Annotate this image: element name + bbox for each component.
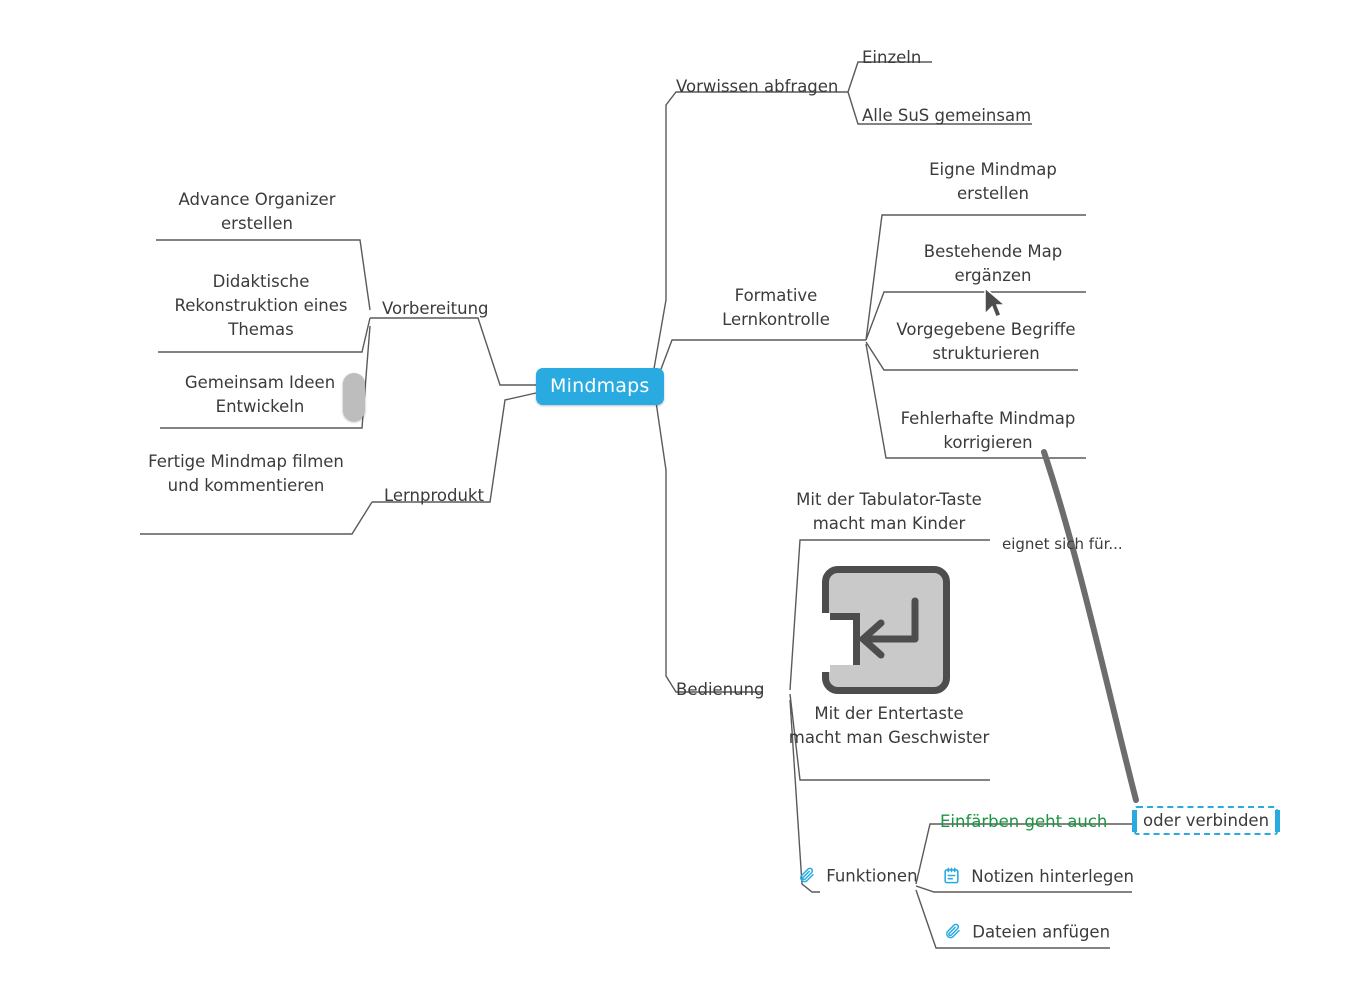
- node-dateien-label: Dateien anfügen: [972, 922, 1111, 942]
- node-oder-verbinden[interactable]: [1134, 806, 1278, 835]
- node-entertaste[interactable]: Mit der Entertaste macht man Geschwister: [788, 704, 990, 747]
- scroll-handle[interactable]: [343, 373, 365, 421]
- node-eigne-mindmap-erstellen[interactable]: Eigne Mindmap erstellen: [929, 160, 1057, 203]
- note-icon: [942, 866, 961, 889]
- node-fehlerhafte-mindmap[interactable]: Fehlerhafte Mindmap korrigieren: [900, 409, 1076, 452]
- node-gemeinsam-ideen[interactable]: Gemeinsam Ideen Entwickeln: [184, 373, 336, 416]
- node-notizen-hinterlegen[interactable]: [942, 866, 1134, 889]
- node-funktionen[interactable]: [798, 866, 918, 888]
- node-bedienung[interactable]: Bedienung: [676, 680, 765, 699]
- node-funktionen-label: Funktionen: [826, 866, 918, 886]
- resize-handle-right[interactable]: [1275, 810, 1280, 832]
- node-einzeln[interactable]: Einzeln: [862, 48, 922, 67]
- node-formative-lernkontrolle[interactable]: Formative Lernkontrolle: [722, 286, 830, 329]
- node-didaktische-rekonstruktion[interactable]: Didaktische Rekonstruktion eines Themas: [174, 272, 348, 339]
- node-lernprodukt[interactable]: Lernprodukt: [384, 486, 484, 505]
- node-vorwissen-abfragen[interactable]: Vorwissen abfragen: [676, 77, 839, 96]
- node-bestehende-map-ergaenzen[interactable]: Bestehende Map ergänzen: [923, 242, 1063, 285]
- paperclip-icon: [798, 866, 816, 888]
- node-fertige-mindmap[interactable]: Fertige Mindmap filmen und kommentieren: [148, 452, 344, 495]
- root-node[interactable]: Mindmaps: [536, 368, 664, 405]
- paperclip-icon: [944, 922, 962, 944]
- node-alle-sus-gemeinsam[interactable]: Alle SuS gemeinsam: [862, 106, 1032, 125]
- node-advance-organizer[interactable]: Advance Organizer erstellen: [178, 190, 336, 233]
- node-einfaerben-geht-auch[interactable]: Einfärben geht auch: [940, 812, 1108, 831]
- node-notizen-label: Notizen hinterlegen: [971, 867, 1134, 886]
- node-tabulator-taste[interactable]: Mit der Tabulator-Taste macht man Kinder: [796, 490, 982, 533]
- node-vorgegebene-begriffe[interactable]: Vorgegebene Begriffe strukturieren: [896, 320, 1076, 363]
- relation-label[interactable]: eignet sich für...: [1002, 535, 1123, 553]
- node-dateien-anfuegen[interactable]: [944, 922, 1110, 944]
- node-vorbereitung[interactable]: Vorbereitung: [382, 299, 489, 318]
- resize-handle-left[interactable]: [1132, 810, 1137, 832]
- node-oder-verbinden-label: oder verbinden: [1143, 811, 1270, 830]
- enter-key-graphic: [822, 566, 950, 694]
- relation-connector: [1044, 452, 1136, 800]
